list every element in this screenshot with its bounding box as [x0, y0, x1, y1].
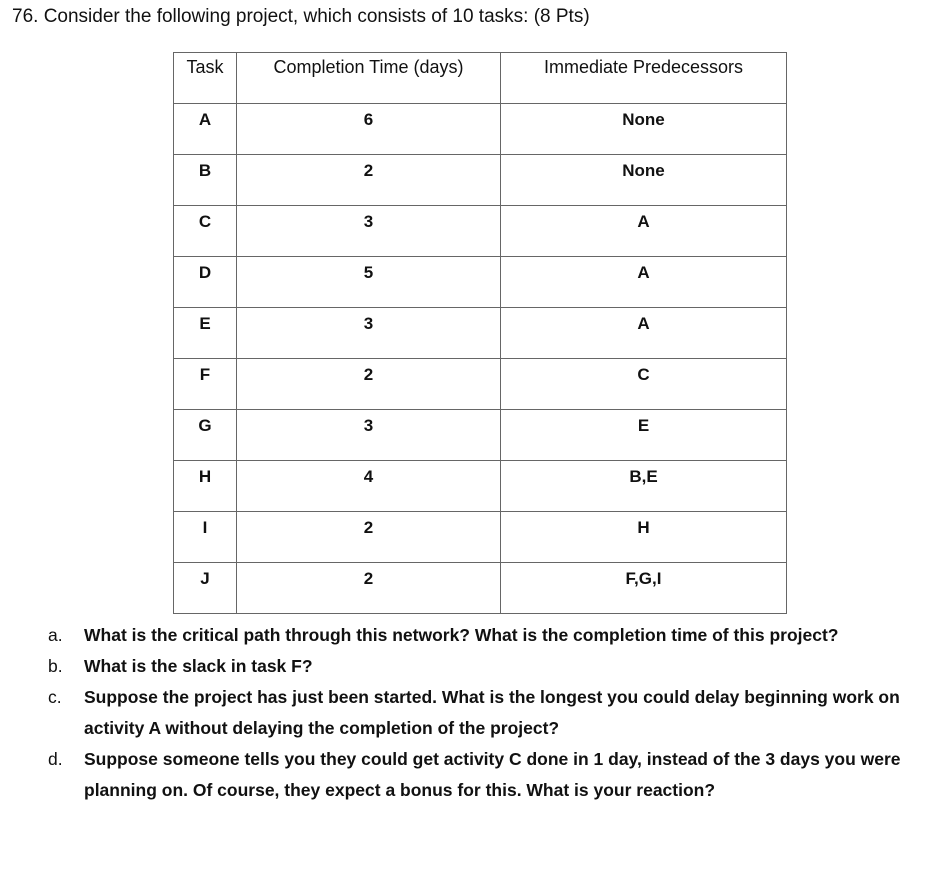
- table-row: [174, 461, 787, 512]
- task-table: [173, 52, 787, 614]
- table-row: [174, 206, 787, 257]
- task-cell: B: [174, 155, 237, 206]
- question-text: Suppose someone tells you they could get activity C done in 1 day, instead of the 3 days you were planning on. Of course, they expect a bonus for this. What is your reaction?: [84, 749, 901, 800]
- time-cell: 5: [237, 257, 501, 308]
- task-cell: H: [174, 461, 237, 512]
- predecessor-cell: None: [501, 104, 787, 155]
- task-cell: J: [174, 563, 237, 614]
- task-cell: A: [174, 104, 237, 155]
- task-cell: G: [174, 410, 237, 461]
- time-cell: 3: [237, 410, 501, 461]
- table-header-row: [174, 53, 787, 104]
- time-cell: 3: [237, 206, 501, 257]
- table-row: [174, 563, 787, 614]
- header-completion-time: Completion Time (days): [237, 53, 501, 104]
- time-cell: 2: [237, 563, 501, 614]
- predecessor-cell: A: [501, 206, 787, 257]
- table-row: [174, 104, 787, 155]
- time-cell: 3: [237, 308, 501, 359]
- question-text: Suppose the project has just been started. What is the longest you could delay beginning work on activity A without delaying the completion of the project?: [84, 687, 900, 738]
- table-row: [174, 410, 787, 461]
- time-cell: 6: [237, 104, 501, 155]
- predecessor-cell: A: [501, 257, 787, 308]
- task-cell: F: [174, 359, 237, 410]
- predecessor-cell: E: [501, 410, 787, 461]
- question-letter: d.: [48, 749, 63, 769]
- predecessor-cell: F,G,I: [501, 563, 787, 614]
- question-letter: c.: [48, 687, 62, 707]
- header-predecessors: Immediate Predecessors: [501, 53, 787, 104]
- predecessor-cell: A: [501, 308, 787, 359]
- time-cell: 2: [237, 359, 501, 410]
- time-cell: 2: [237, 512, 501, 563]
- question-letter: a.: [48, 625, 63, 645]
- predecessor-cell: H: [501, 512, 787, 563]
- question-text: What is the critical path through this network? What is the completion time of this project?: [84, 625, 839, 645]
- predecessor-cell: B,E: [501, 461, 787, 512]
- time-cell: 4: [237, 461, 501, 512]
- question-letter: b.: [48, 656, 63, 676]
- task-cell: D: [174, 257, 237, 308]
- table-row: [174, 512, 787, 563]
- predecessor-cell: C: [501, 359, 787, 410]
- table-row: [174, 155, 787, 206]
- task-cell: C: [174, 206, 237, 257]
- task-cell: E: [174, 308, 237, 359]
- table-row: [174, 308, 787, 359]
- question-item: [48, 620, 938, 651]
- task-cell: I: [174, 512, 237, 563]
- question-item: [48, 682, 938, 744]
- problem-title: 76. Consider the following project, which consists of 10 tasks: (8 Pts): [12, 6, 590, 27]
- question-text: What is the slack in task F?: [84, 656, 313, 676]
- question-item: [48, 744, 938, 806]
- table-row: [174, 257, 787, 308]
- header-task: Task: [174, 53, 237, 104]
- predecessor-cell: None: [501, 155, 787, 206]
- time-cell: 2: [237, 155, 501, 206]
- table-row: [174, 359, 787, 410]
- question-item: [48, 651, 938, 682]
- question-list: [48, 620, 938, 806]
